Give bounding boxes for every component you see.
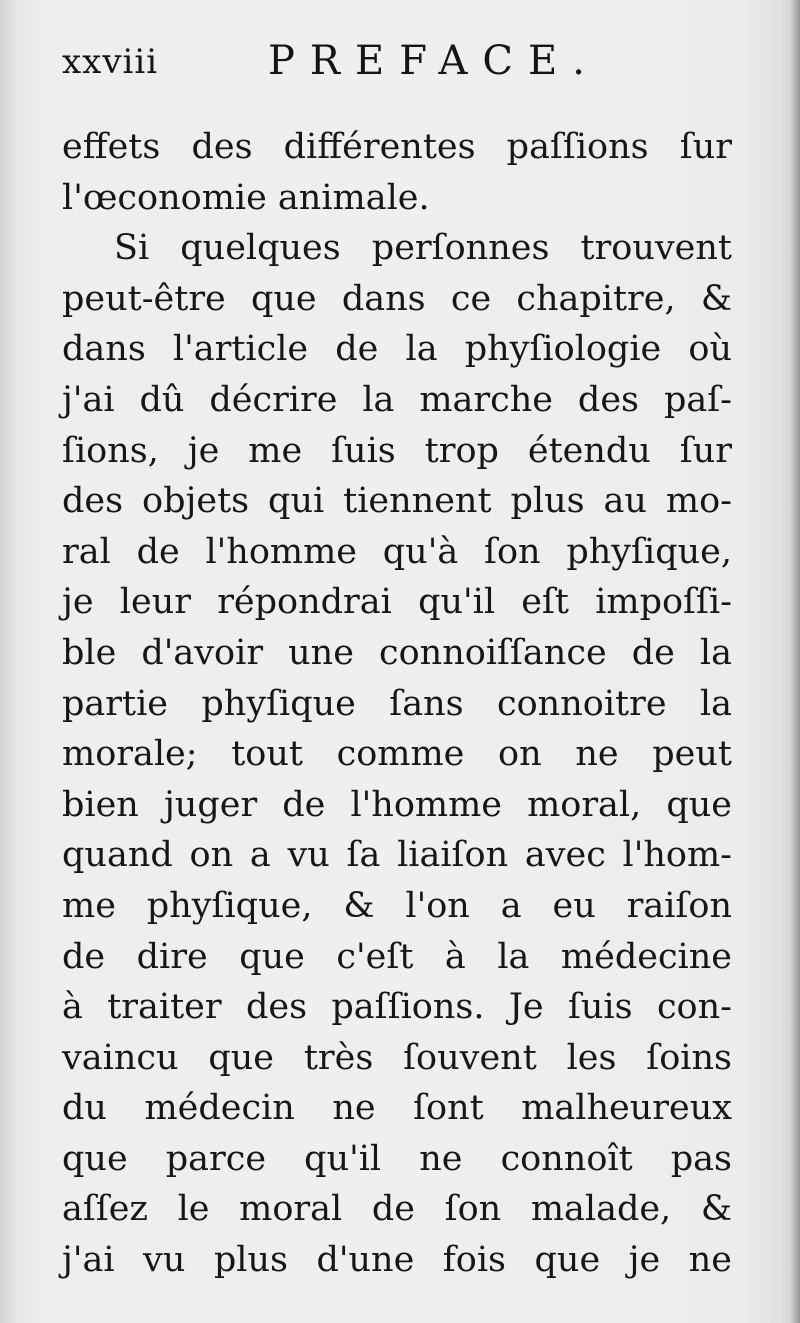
- page-edge-shadow: [790, 0, 800, 1323]
- text-line: de dire que c'eſt à la médecine: [62, 936, 732, 977]
- body-text: [62, 122, 732, 1286]
- text-line: aſſez le moral de ſon malade, &: [62, 1189, 732, 1230]
- text-line: du médecin ne ſont malheureux: [62, 1088, 732, 1129]
- text-line: effets des différentes paſſions ſur: [62, 127, 732, 167]
- text-line: à traiter des paſſions. Je ſuis con-: [62, 987, 732, 1028]
- text-line: vaincu que très ſouvent les ſoins: [62, 1037, 732, 1078]
- text-line: peut-être que dans ce chapitre, &: [62, 278, 732, 319]
- text-line: me phyſique, & l'on a eu raiſon: [62, 885, 732, 926]
- text-line: je leur répondrai qu'il eſt impoſſi-: [62, 582, 732, 623]
- text-line: Si quelques perſonnes trouvent: [114, 228, 732, 269]
- page-folio: xxviii: [62, 42, 159, 82]
- text-line: bien juger de l'homme moral, que: [62, 784, 732, 825]
- text-line: j'ai vu plus d'une fois que je ne: [62, 1240, 732, 1281]
- text-line: ble d'avoir une connoiſſance de la: [62, 632, 732, 673]
- text-line: dans l'article de la phyſiologie où: [62, 329, 732, 370]
- text-line: des objets qui tiennent plus au mo-: [62, 481, 732, 522]
- text-line: ſions, je me ſuis trop étendu ſur: [62, 430, 732, 471]
- text-line: l'œconomie animale.: [62, 177, 430, 218]
- text-line: j'ai dû décrire la marche des paſ-: [62, 379, 732, 420]
- running-title: PREFACE.: [268, 38, 600, 84]
- text-line: morale; tout comme on ne peut: [62, 734, 732, 775]
- text-line: quand on a vu ſa liaiſon avec l'hom-: [62, 835, 732, 876]
- text-line: que parce qu'il ne connoît pas: [62, 1138, 732, 1179]
- text-line: ral de l'homme qu'à ſon phyſique,: [62, 531, 732, 572]
- text-line: partie phyſique ſans connoitre la: [62, 683, 732, 724]
